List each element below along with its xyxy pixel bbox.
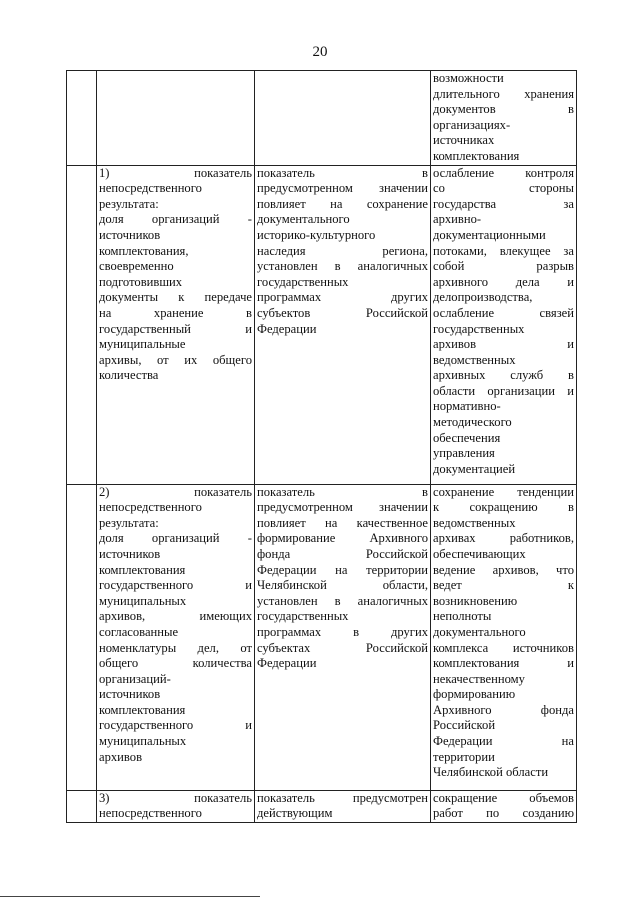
- cell-text-line: неполноты: [433, 609, 492, 624]
- cell-text-line: формированию: [433, 687, 516, 702]
- cell-text-line: государственных: [257, 274, 349, 289]
- indicator-cell: [97, 165, 255, 484]
- cell-text-line: Российской: [433, 718, 496, 733]
- cell-text-line: комплекса источников: [433, 640, 574, 655]
- cell-text-line: Архивного фонда: [433, 702, 574, 717]
- row-number-cell: [67, 484, 97, 790]
- justification-cell: [255, 484, 431, 790]
- cell-text-line: со стороны: [433, 181, 574, 196]
- justification-cell: [255, 790, 431, 822]
- cell-text-line: комплектования: [433, 148, 520, 163]
- cell-text-line: организаций-: [99, 671, 171, 686]
- cell-text-line: фонда Российской: [257, 546, 428, 561]
- cell-text-line: муниципальных: [99, 734, 187, 749]
- cell-text-line: муниципальных: [99, 593, 187, 608]
- cell-text-line: комплектования: [99, 562, 186, 577]
- cell-text-line: показатель в: [257, 484, 428, 499]
- cell-text-line: номенклатуры дел, от: [99, 640, 252, 655]
- cell-text-line: сохранение тенденции: [433, 484, 574, 499]
- cell-text-line: повлияет на сохранение: [257, 196, 428, 211]
- cell-text-line: государственного и: [99, 718, 252, 733]
- cell-text-line: Челябинской области: [433, 765, 549, 780]
- cell-text-line: Федерации на: [433, 734, 574, 749]
- cell-text-line: программах в других: [257, 624, 428, 639]
- cell-text-line: согласованные: [99, 624, 179, 639]
- cell-text-line: субъектах Российской: [257, 640, 428, 655]
- cell-text-line: документационными: [433, 227, 546, 242]
- table-row: [67, 790, 577, 822]
- cell-text-line: архивных служб в: [433, 368, 574, 383]
- cell-text-line: архивного дела и: [433, 274, 574, 289]
- risk-cell: [431, 71, 577, 166]
- cell-text-line: субъектов Российской: [257, 305, 428, 320]
- table-row: [67, 484, 577, 790]
- cell-text-line: источников: [99, 687, 161, 702]
- cell-text-line: территории: [433, 749, 495, 764]
- cell-text-line: результата:: [99, 196, 159, 211]
- justification-cell: [255, 71, 431, 166]
- cell-text-line: доля организаций -: [99, 212, 252, 227]
- cell-text-line: ведомственных: [433, 515, 516, 530]
- indicators-table: [66, 70, 577, 823]
- cell-text-line: наследия региона,: [257, 243, 428, 258]
- cell-text-line: подготовивших: [99, 274, 183, 289]
- cell-text-line: действующим: [257, 806, 333, 821]
- cell-text-line: некачественному: [433, 671, 525, 686]
- row-number-cell: [67, 71, 97, 166]
- cell-text-line: Федерации на территории: [257, 562, 428, 577]
- cell-text-line: архивов: [99, 749, 143, 764]
- cell-text-line: методического: [433, 415, 512, 430]
- cell-text-line: архивы, от их общего: [99, 352, 252, 367]
- cell-text-line: делопроизводства,: [433, 290, 533, 305]
- row-number-cell: [67, 790, 97, 822]
- cell-text-line: государственных: [257, 609, 349, 624]
- cell-text-line: потоками, влекущее за: [433, 243, 574, 258]
- cell-text-line: предусмотренном значении: [257, 181, 428, 196]
- cell-text-line: показатель в: [257, 165, 428, 180]
- cell-text-line: общего количества: [99, 656, 252, 671]
- cell-text-line: непосредственного: [99, 500, 202, 515]
- cell-text-line: архивно-: [433, 212, 482, 227]
- cell-text-line: ослабление контроля: [433, 165, 574, 180]
- row-number-cell: [67, 165, 97, 484]
- cell-text-line: к сокращению в: [433, 500, 574, 515]
- cell-text-line: государственных: [433, 321, 525, 336]
- cell-text-line: установлен в аналогичных: [257, 593, 428, 608]
- cell-text-line: ведет к: [433, 578, 574, 593]
- cell-text-line: собой разрыв: [433, 259, 574, 274]
- indicator-cell: [97, 484, 255, 790]
- cell-text-line: государственного и: [99, 578, 252, 593]
- table-row: [67, 165, 577, 484]
- cell-text-line: Федерации: [257, 656, 317, 671]
- cell-text-line: 2) показатель: [99, 484, 252, 499]
- cell-text-line: архивов и: [433, 337, 574, 352]
- cell-text-line: архивов, имеющих: [99, 609, 252, 624]
- cell-text-line: 3) показатель: [99, 790, 252, 805]
- cell-text-line: управления: [433, 446, 495, 461]
- cell-text-line: ведомственных: [433, 352, 516, 367]
- cell-text-line: обеспечения: [433, 430, 501, 445]
- cell-text-line: документов в: [433, 102, 574, 117]
- cell-text-line: комплектования и: [433, 656, 574, 671]
- cell-text-line: сокращение объемов: [433, 790, 574, 805]
- cell-text-line: архивах работников,: [433, 531, 574, 546]
- cell-text-line: доля организаций -: [99, 531, 252, 546]
- cell-text-line: программах других: [257, 290, 428, 305]
- risk-cell: [431, 790, 577, 822]
- cell-text-line: предусмотренном значении: [257, 500, 428, 515]
- cell-text-line: 1) показатель: [99, 165, 252, 180]
- cell-text-line: документацией: [433, 461, 516, 476]
- cell-text-line: государственный и: [99, 321, 252, 336]
- cell-text-line: области организации и: [433, 383, 574, 398]
- cell-text-line: нормативно-: [433, 399, 501, 414]
- cell-text-line: повлияет на качественное: [257, 515, 428, 530]
- cell-text-line: возникновению: [433, 593, 518, 608]
- cell-text-line: своевременно: [99, 259, 174, 274]
- footnote-rule: [0, 896, 260, 897]
- cell-text-line: длительного хранения: [433, 86, 574, 101]
- cell-text-line: документального: [257, 212, 350, 227]
- risk-cell: [431, 484, 577, 790]
- cell-text-line: документы к передаче: [99, 290, 252, 305]
- cell-text-line: работ по созданию: [433, 806, 574, 821]
- cell-text-line: на хранение в: [99, 305, 252, 320]
- cell-text-line: результата:: [99, 515, 159, 530]
- cell-text-line: показатель предусмотрен: [257, 790, 428, 805]
- cell-text-line: Челябинской области,: [257, 578, 428, 593]
- table-row: [67, 71, 577, 166]
- cell-text-line: документального: [433, 624, 526, 639]
- cell-text-line: источников: [99, 227, 161, 242]
- cell-text-line: организациях-: [433, 117, 511, 132]
- cell-text-line: государства за: [433, 196, 574, 211]
- cell-text-line: источников: [99, 546, 161, 561]
- cell-text-line: установлен в аналогичных: [257, 259, 428, 274]
- cell-text-line: комплектования: [99, 702, 186, 717]
- cell-text-line: источниках: [433, 133, 495, 148]
- cell-text-line: непосредственного: [99, 181, 202, 196]
- cell-text-line: возможности: [433, 71, 504, 85]
- indicator-cell: [97, 790, 255, 822]
- cell-text-line: количества: [99, 368, 159, 383]
- cell-text-line: Федерации: [257, 321, 317, 336]
- justification-cell: [255, 165, 431, 484]
- cell-text-line: ведение архивов, что: [433, 562, 574, 577]
- indicator-cell: [97, 71, 255, 166]
- cell-text-line: формирование Архивного: [257, 531, 428, 546]
- cell-text-line: комплектования,: [99, 243, 189, 258]
- cell-text-line: муниципальные: [99, 337, 186, 352]
- page-number: 20: [312, 44, 328, 60]
- cell-text-line: историко-культурного: [257, 227, 376, 242]
- cell-text-line: ослабление связей: [433, 305, 574, 320]
- cell-text-line: обеспечивающих: [433, 546, 526, 561]
- cell-text-line: непосредственного: [99, 806, 202, 821]
- risk-cell: [431, 165, 577, 484]
